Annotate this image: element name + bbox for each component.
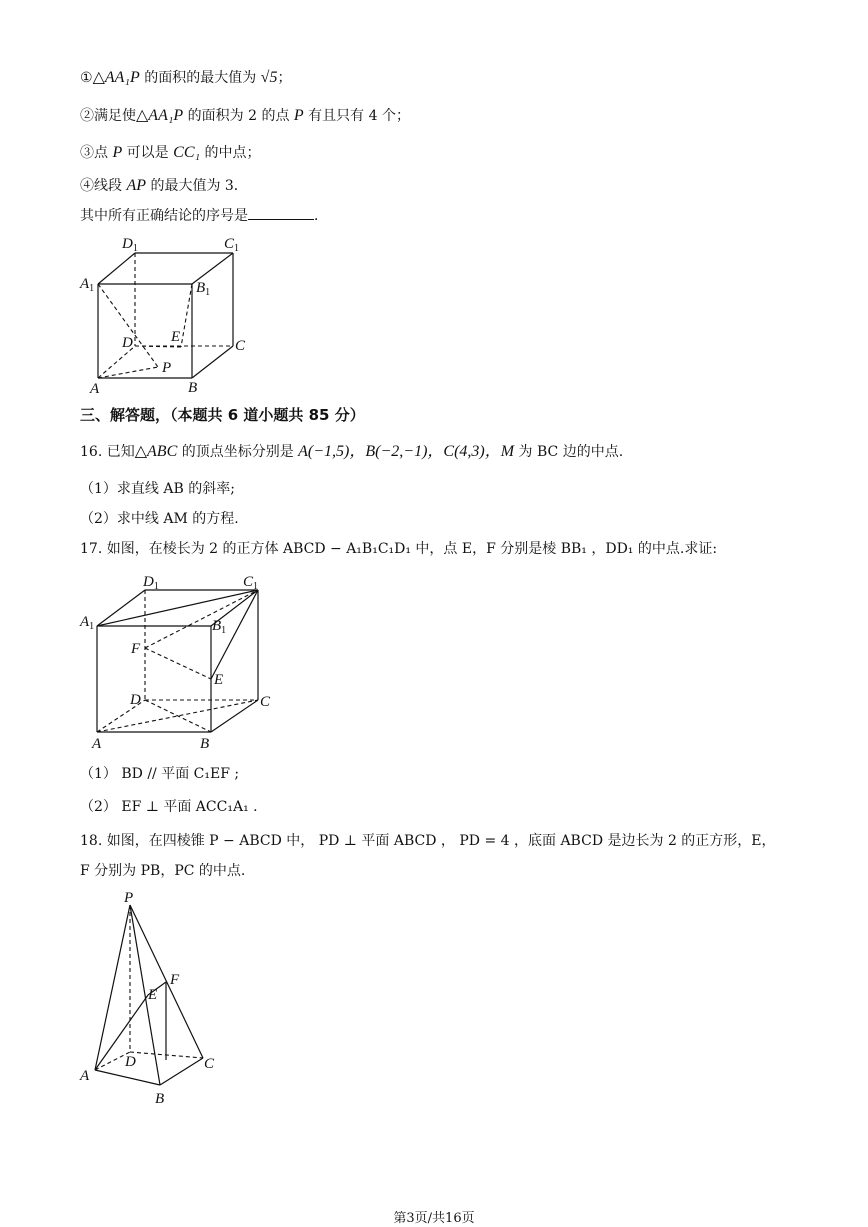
label-A: A — [92, 736, 102, 752]
math-expr: √5 — [260, 69, 278, 86]
label-P: P — [124, 890, 134, 906]
label-A: A — [80, 1068, 90, 1084]
label-A: A — [90, 381, 100, 397]
label-C1: $C_1$ — [243, 574, 259, 592]
q16-coords: A(−1,5)，B(−2,−1)，C(4,3)，M — [298, 443, 515, 460]
q18-stem-line-1: 18. 如图，在四棱锥 P − ABCD 中， PD ⊥ 平面 ABCD ， PD = 4 ，底面 ABCD 是边长为 2 的正方形，E， — [80, 833, 776, 849]
label-B: B — [188, 380, 198, 396]
math-expr: △ABC — [134, 443, 178, 460]
answer-end: ． — [314, 208, 328, 224]
q16-part-2: （2）求中线 AM 的方程. — [80, 511, 239, 527]
math-expr: P — [112, 144, 123, 161]
item-text: 可以是 — [122, 145, 174, 161]
answer-prompt: 其中所有正确结论的序号是 — [80, 208, 248, 224]
label-D: D — [130, 692, 141, 708]
label-A1: $A_1$ — [80, 276, 95, 294]
q16-stem-pre: 16. 已知 — [80, 444, 135, 460]
label-B1: $B_1$ — [212, 618, 227, 636]
label-D1: $D_1$ — [122, 236, 138, 254]
label-E: E — [171, 329, 181, 345]
item-text: 的面积为 2 的点 — [183, 108, 294, 124]
q17-part-1: （1） BD // 平面 C₁EF ; — [80, 766, 240, 782]
section-3-title: 三、解答题，（本题共 6 道小题共 85 分） — [80, 406, 365, 424]
q16-stem-mid: 的顶点坐标分别是 — [177, 444, 299, 460]
item-text: 的最大值为 3． — [146, 178, 248, 194]
item-text: 有且只有 4 个； — [303, 108, 410, 124]
label-D1: $D_1$ — [143, 574, 159, 592]
q17-part-2: （2） EF ⊥ 平面 ACC₁A₁ . — [80, 799, 258, 815]
label-C1: $C_1$ — [224, 236, 240, 254]
label-A1: $A_1$ — [80, 614, 95, 632]
item-text: 的面积的最大值为 — [139, 70, 261, 86]
math-expr: AP — [126, 177, 146, 194]
math-expr: P — [293, 107, 304, 124]
label-F: F — [131, 641, 141, 657]
math-expr: △AA₁P — [136, 107, 184, 124]
item-number: ① — [80, 70, 93, 86]
label-F: F — [170, 972, 180, 988]
item-text: ； — [277, 70, 292, 86]
q16-stem-post: 为 BC 边的中点. — [514, 444, 624, 460]
label-B: B — [155, 1091, 165, 1107]
label-D: D — [122, 335, 133, 351]
q16-part-1: （1）求直线 AB 的斜率; — [80, 481, 235, 497]
q18-stem-line-2: F 分别为 PB，PC 的中点. — [80, 863, 246, 879]
label-E: E — [214, 672, 224, 688]
label-D: D — [125, 1054, 136, 1070]
label-B1: $B_1$ — [196, 280, 211, 298]
item-text: ④线段 — [80, 178, 127, 194]
item-text: 的中点； — [200, 145, 261, 161]
label-C: C — [260, 694, 271, 710]
item-text: ②满足使 — [80, 108, 136, 124]
math-expr: CC₁ — [173, 144, 201, 161]
page-footer: 第3页/共16页 — [393, 1211, 475, 1226]
item-text: ③点 — [80, 145, 113, 161]
label-P: P — [162, 360, 172, 376]
label-C: C — [235, 338, 246, 354]
q17-stem: 17. 如图，在棱长为 2 的正方体 ABCD − A₁B₁C₁D₁ 中，点 E，F 分别是棱 BB₁ ，DD₁ 的中点.求证: — [80, 541, 718, 557]
label-E: E — [148, 987, 158, 1003]
label-B: B — [200, 736, 210, 752]
label-C: C — [204, 1056, 215, 1072]
math-expr: △AA₁P — [92, 69, 140, 86]
